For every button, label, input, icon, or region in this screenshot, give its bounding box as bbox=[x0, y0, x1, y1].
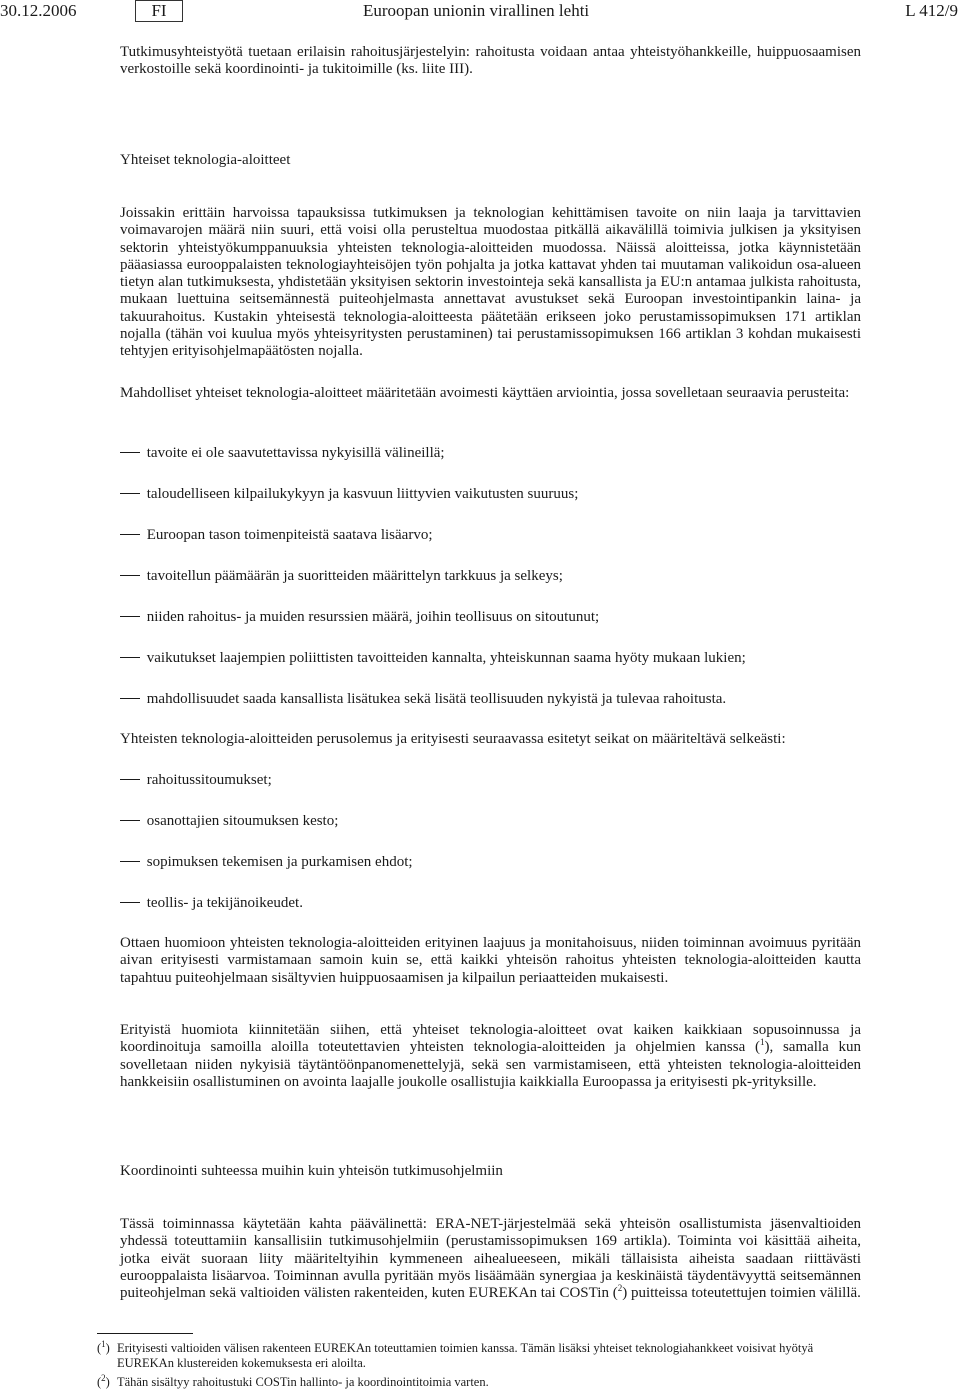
aspects-list-item bbox=[120, 894, 861, 912]
aspect-text: sopimuksen tekemisen ja purkamisen ehdot; bbox=[146, 854, 413, 870]
footnote-text: Tähän sisältyy rahoitustuki COSTin hallinto- ja koordinointitoimia varten. bbox=[117, 1375, 489, 1389]
intro-paragraph: Tutkimusyhteistyötä tuetaan erilaisin rahoitusjärjestelyin: rahoitusta voidaan antaa yhteistyöhankkeille, huippuosaamisen verkostoille sekä koordinointi- ja tukitoimille (ks. liite III). bbox=[120, 44, 861, 78]
aspects-list-item bbox=[120, 812, 861, 830]
journal-title: Euroopan unionin virallinen lehti bbox=[363, 1, 590, 20]
page-header bbox=[0, 0, 960, 22]
criteria-list-item bbox=[120, 649, 861, 667]
section1-paragraph-3: Yhteisten teknologia-aloitteiden perusolemus ja erityisesti seuraavassa esitetyt seikat on määriteltävä selkeästi: bbox=[120, 731, 786, 747]
dash-bullet bbox=[120, 534, 140, 535]
criteria-text: vaikutukset laajempien poliittisten tavoitteiden kannalta, yhteiskunnan saama hyöty mukaan lukien; bbox=[146, 650, 746, 666]
aspects-list-item bbox=[120, 771, 861, 789]
dash-bullet bbox=[120, 657, 140, 658]
aspect-text: rahoitussitoumukset; bbox=[146, 772, 272, 788]
footnote-reference[interactable]: 2 bbox=[617, 1283, 623, 1294]
footnote-1 bbox=[97, 1338, 862, 1370]
footnote-marker: ($^2$) bbox=[97, 1372, 110, 1389]
footnote-marker: ($^1$) bbox=[97, 1338, 110, 1355]
aspect-text: teollis- ja tekijänoikeudet. bbox=[146, 895, 303, 911]
section1-paragraph-5 bbox=[120, 1022, 861, 1091]
criteria-text: Euroopan tason toimenpiteistä saatava lisäarvo; bbox=[146, 527, 433, 543]
dash-bullet bbox=[120, 452, 140, 453]
criteria-text: niiden rahoitus- ja muiden resurssien määrä, joihin teollisuus on sitoutunut; bbox=[146, 609, 600, 625]
criteria-list-item bbox=[120, 690, 861, 708]
section-heading-joint-technology-initiatives: Yhteiset teknologia-aloitteet bbox=[120, 152, 291, 168]
dash-bullet bbox=[120, 861, 140, 862]
page-number: L 412/9 bbox=[905, 1, 958, 20]
paragraph-text: Tässä toiminnassa käytetään kahta päävälinettä: ERA-NET-järjestelmää sekä yhteisön osallistumista jäsenvaltioiden yhdessä toteuttamiin kansallisiin tutkimusohjelmiin (perustamissopimuksen 169 artikla). Toiminta voi käsittää aiheita, jotka eivät suoraan liity määriteltyihin kymmeneen aihealueeseen, mikäli tällaisista aiheista saadaan riittävästi eurooppalaista lisäarvoa. Toiminnan avulla pyritään myös lisäämään synergiaa ja keskinäistä täydentävyyttä seitsemännen puiteohjelman sekä valtioiden välisten rakenteiden, kuten EUREKAn tai COSTin ( bbox=[120, 1216, 861, 1302]
aspects-list-item bbox=[120, 853, 861, 871]
criteria-list-item bbox=[120, 444, 861, 462]
criteria-text: tavoite ei ole saavutettavissa nykyisillä välineillä; bbox=[146, 445, 445, 461]
aspect-text: osanottajien sitoumuksen kesto; bbox=[146, 813, 339, 829]
footnote-marker-number: 2 bbox=[101, 1372, 106, 1383]
section1-paragraph-2: Mahdolliset yhteiset teknologia-aloitteet määritetään avoimesti käyttäen arviointia, jossa sovelletaan seuraavia perusteita: bbox=[120, 385, 850, 401]
footnote-2 bbox=[97, 1372, 862, 1390]
criteria-list-item bbox=[120, 526, 861, 544]
section1-paragraph-4: Ottaen huomioon yhteisten teknologia-aloitteiden erityinen laajuus ja monitahoisuus, niiden toiminnan avoimuus pyritään aivan erityisesti varmistamaan samoin kuin se, että kaikki yhteisön rahoitus yhteisten teknologia-aloitteiden kautta tapahtuu puiteohjelmaan sisältyvien huippuosaamisen ja kilpailun periaatteiden mukaisesti. bbox=[120, 935, 861, 986]
dash-bullet bbox=[120, 779, 140, 780]
section2-paragraph bbox=[120, 1216, 861, 1302]
dash-bullet bbox=[120, 616, 140, 617]
paragraph-text: ) puitteissa toteutettujen toimien välillä. bbox=[622, 1285, 861, 1302]
dash-bullet bbox=[120, 698, 140, 699]
dash-bullet bbox=[120, 820, 140, 821]
criteria-text: taloudelliseen kilpailukykyyn ja kasvuun liittyvien vaikutusten suuruus; bbox=[146, 486, 579, 502]
paragraph-text: Erityistä huomiota kiinnitetään siihen, että yhteiset teknologia-aloitteet ovat kaiken kaikkiaan sopusoinnussa ja koordinoituja samoilla aloilla toteutettavien yhteisten teknologia-aloitteiden ja ohjelmien kanssa ( bbox=[120, 1022, 861, 1056]
criteria-text: mahdollisuudet saada kansallista lisätukea sekä lisätä teollisuuden nykyistä ja tulevaa rahoitusta. bbox=[146, 691, 727, 707]
dash-bullet bbox=[120, 575, 140, 576]
footnote-marker-number: 1 bbox=[101, 1338, 106, 1349]
publication-date: 30.12.2006 bbox=[0, 1, 77, 20]
footnote-reference[interactable]: 1 bbox=[759, 1037, 765, 1048]
paragraph-text: ), samalla kun sovelletaan niiden nykyisiä täytäntöönpanomenettelyjä, sekä sen varmistamiseen, että yhteisten teknologia-aloitteiden hankkeisiin osallistuminen on avointa laajalle joukolle osallistujia kaikkialla Euroopassa ja erityisesti pk-yrityksille. bbox=[120, 1039, 861, 1090]
criteria-list-item bbox=[120, 608, 861, 626]
criteria-list-item bbox=[120, 567, 861, 585]
criteria-list-item bbox=[120, 485, 861, 503]
section1-paragraph-1: Joissakin erittäin harvoissa tapauksissa tutkimuksen ja teknologian kehittämisen tavoite on niin laaja ja tarvittavien voimavarojen määrä niin suuri, että voisi olla perusteltua muodostaa pitkällä aikavälillä toimivia julkisen ja yksityisen sektorin yhteistyökumppanuuksia yhteisten teknologia-aloitteiden muodossa. Näissä aloitteissa, jotka käynnistetään pääasiassa eurooppalaisten teknologiayhteisöjen työn pohjalta ja jotka kattavat yhden tai muutaman valikoidun osa-alueen tietyn alan tutkimuksesta, yhdistetään yksityisen sektorin investointeja sekä kansallista ja EU:n antamaa julkista rahoitusta, mukaan luettuina seitsemännestä puiteohjelmasta annettavat avustukset sekä Euroopan investointipankin laina- ja takuurahoitus. Kustakin yhteisestä teknologia-aloitteesta päätetään erikseen joko perustamissopimuksen 171 artiklan nojalla (tähän voi kuulua myös yhteisyritysten perustaminen) tai perustamissopimuksen 166 artiklan 3 kohdan mukaisesti tehtyjen erityisohjelmapäätösten nojalla. bbox=[120, 205, 861, 360]
footnote-text: Erityisesti valtioiden välisen rakenteen EUREKAn toteuttamien toimien kanssa. Tämän lisäksi yhteiset teknologiahankkeet voisivat hyötyä EUREKAn klustereiden kokemuksesta eri aloilta. bbox=[117, 1341, 814, 1370]
section-heading-coordination: Koordinointi suhteessa muihin kuin yhteisön tutkimusohjelmiin bbox=[120, 1163, 503, 1179]
dash-bullet bbox=[120, 493, 140, 494]
footnote-separator bbox=[97, 1333, 193, 1334]
dash-bullet bbox=[120, 902, 140, 903]
criteria-text: tavoitellun päämäärän ja suoritteiden määrittelyn tarkkuus ja selkeys; bbox=[146, 568, 563, 584]
language-code-box: FI bbox=[135, 0, 183, 22]
